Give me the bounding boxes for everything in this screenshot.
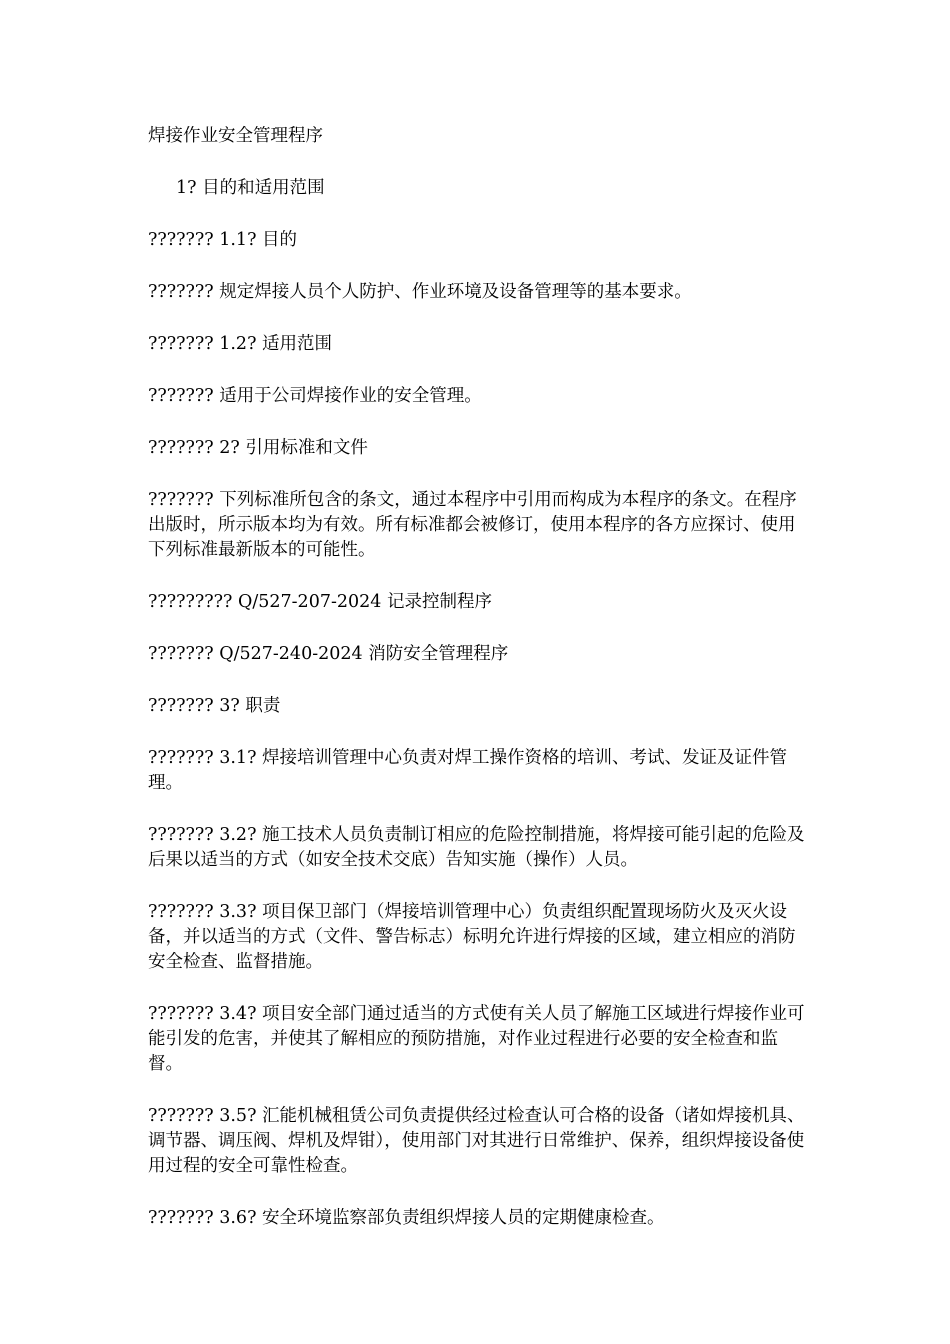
section-heading-3: ??????? 3? 职责: [148, 696, 281, 716]
subsection-heading-1-1: ??????? 1.1? 目的: [148, 230, 298, 250]
section-heading-1: 1? 目的和适用范围: [176, 178, 325, 198]
paragraph-purpose: ??????? 规定焊接人员个人防护、作业环境及设备管理等的基本要求。: [148, 282, 692, 302]
responsibility-3-4: ??????? 3.4? 项目安全部门通过适当的方式使有关人员了解施工区域进行焊接作业可能引发的危害，并使其了解相应的预防措施，对作业过程进行必要的安全检查和监督。: [148, 1004, 805, 1074]
responsibility-3-6: ??????? 3.6? 安全环境监察部负责组织焊接人员的定期健康检查。: [148, 1208, 665, 1228]
responsibility-3-1: ??????? 3.1? 焊接培训管理中心负责对焊工操作资格的培训、考试、发证及证件管理。: [148, 748, 788, 793]
reference-item-2: ??????? Q/527-240-2024 消防安全管理程序: [148, 644, 509, 664]
subsection-heading-1-2: ??????? 1.2? 适用范围: [148, 334, 333, 354]
section-heading-2: ??????? 2? 引用标准和文件: [148, 438, 368, 458]
reference-item-1: ????????? Q/527-207-2024 记录控制程序: [148, 592, 492, 612]
responsibility-3-5: ??????? 3.5? 汇能机械租赁公司负责提供经过检查认可合格的设备（诸如焊接机具、调节器、调压阀、焊机及焊钳），使用部门对其进行日常维护、保养，组织焊接设备使用过程的安全可靠性检查。: [148, 1106, 805, 1176]
document-title: 焊接作业安全管理程序: [148, 126, 323, 146]
responsibility-3-3: ??????? 3.3? 项目保卫部门（焊接培训管理中心）负责组织配置现场防火及灭火设备，并以适当的方式（文件、警告标志）标明允许进行焊接的区域，建立相应的消防安全检查、监督措施。: [148, 902, 796, 972]
responsibility-3-2: ??????? 3.2? 施工技术人员负责制订相应的危险控制措施，将焊接可能引起的危险及后果以适当的方式（如安全技术交底）告知实施（操作）人员。: [148, 825, 805, 870]
paragraph-references: ??????? 下列标准所包含的条文，通过本程序中引用而构成为本程序的条文。在程序出版时，所示版本均为有效。所有标准都会被修订，使用本程序的各方应探讨、使用下列标准最新版本的可能性。: [148, 490, 797, 560]
paragraph-scope: ??????? 适用于公司焊接作业的安全管理。: [148, 386, 482, 406]
document-body: [148, 124, 808, 1258]
